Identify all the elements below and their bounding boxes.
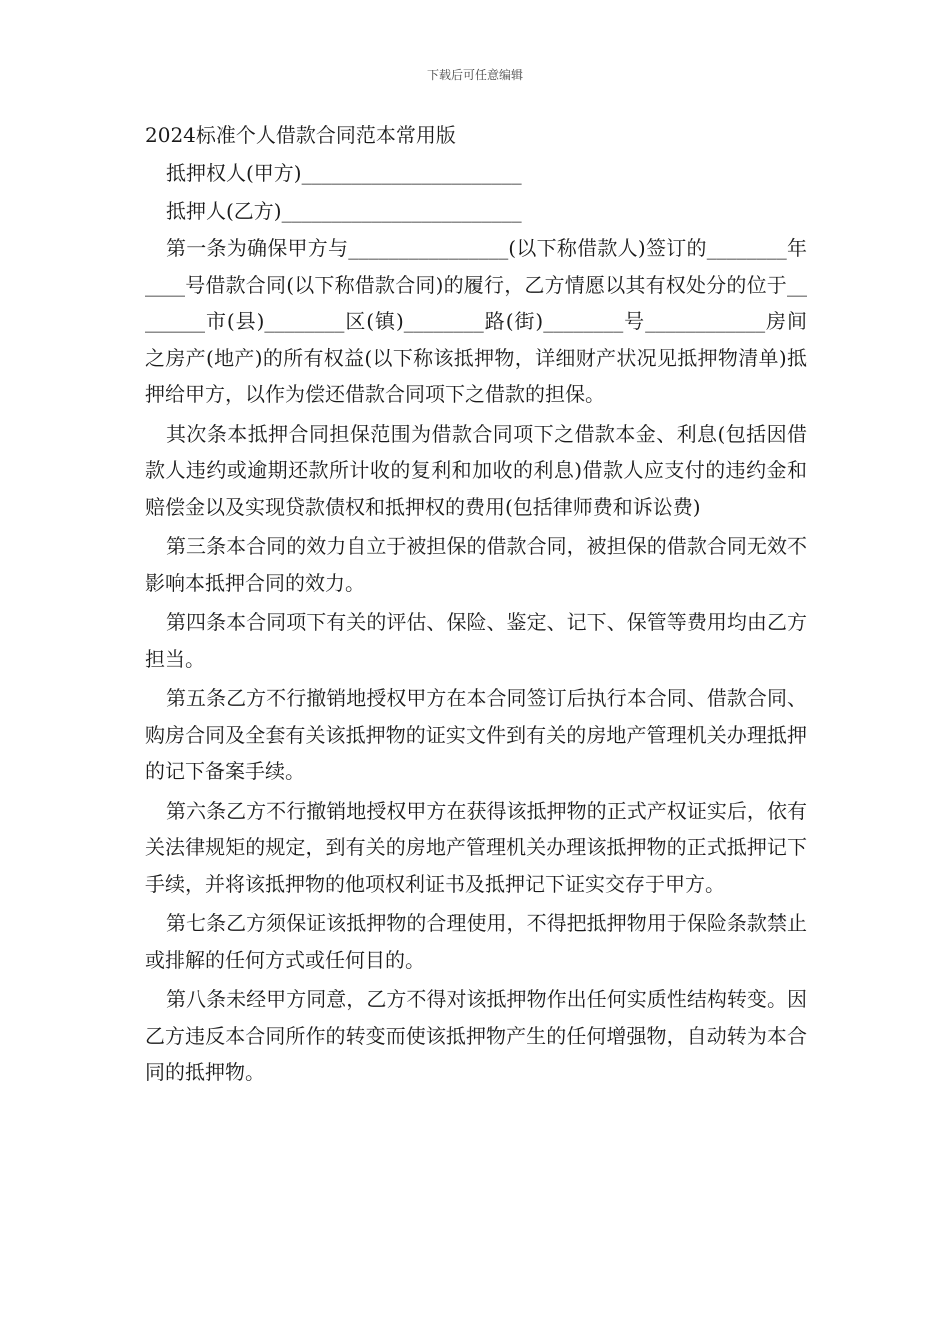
article-2: 其次条本抵押合同担保范围为借款合同项下之借款本金、利息(包括因借款人违约或逾期还款所计收的复利和加收的利息)借款人应支付的违约金和赔偿金以及实现贷款债权和抵押权的费用(包括律师费和诉讼费) (145, 421, 807, 519)
article-7: 第七条乙方须保证该抵押物的合理使用，不得把抵押物用于保险条款禁止或排解的任何方式或任何目的。 (145, 911, 807, 972)
mortgagee-field: 抵押权人(甲方)______________________ (166, 161, 522, 185)
article-3: 第三条本合同的效力自立于被担保的借款合同，被担保的借款合同无效不影响本抵押合同的效力。 (145, 534, 807, 595)
mortgagor-field: 抵押人(乙方)________________________ (166, 199, 522, 223)
article-4: 第四条本合同项下有关的评估、保险、鉴定、记下、保管等费用均由乙方担当。 (145, 610, 807, 671)
document-body (145, 116, 807, 1094)
article-1: 第一条为确保甲方与________________(以下称借款人)签订的________年____号借款合同(以下称借款合同)的履行，乙方情愿以其有权处分的位于________市(县)________区(镇)________路(街)________号____________房间之房产(地产)的所有权益(以下称该抵押物，详细财产状况见抵押物清单)抵押给甲方，以作为偿还借款合同项下之借款的担保。 (145, 236, 807, 406)
article-5: 第五条乙方不行撤销地授权甲方在本合同签订后执行本合同、借款合同、购房合同及全套有关该抵押物的证实文件到有关的房地产管理机关办理抵押的记下备案手续。 (145, 686, 807, 783)
article-6: 第六条乙方不行撤销地授权甲方在获得该抵押物的正式产权证实后，依有关法律规矩的规定，到有关的房地产管理机关办理该抵押物的正式抵押记下手续，并将该抵押物的他项权利证书及抵押记下证实交存于甲方。 (145, 798, 807, 896)
article-8: 第八条未经甲方同意，乙方不得对该抵押物作出任何实质性结构转变。因乙方违反本合同所作的转变而使该抵押物产生的任何增强物，自动转为本合同的抵押物。 (145, 987, 807, 1084)
header-note: 下载后可任意编辑 (426, 68, 523, 82)
document-title: 2024标准个人借款合同范本常用版 (145, 123, 456, 147)
